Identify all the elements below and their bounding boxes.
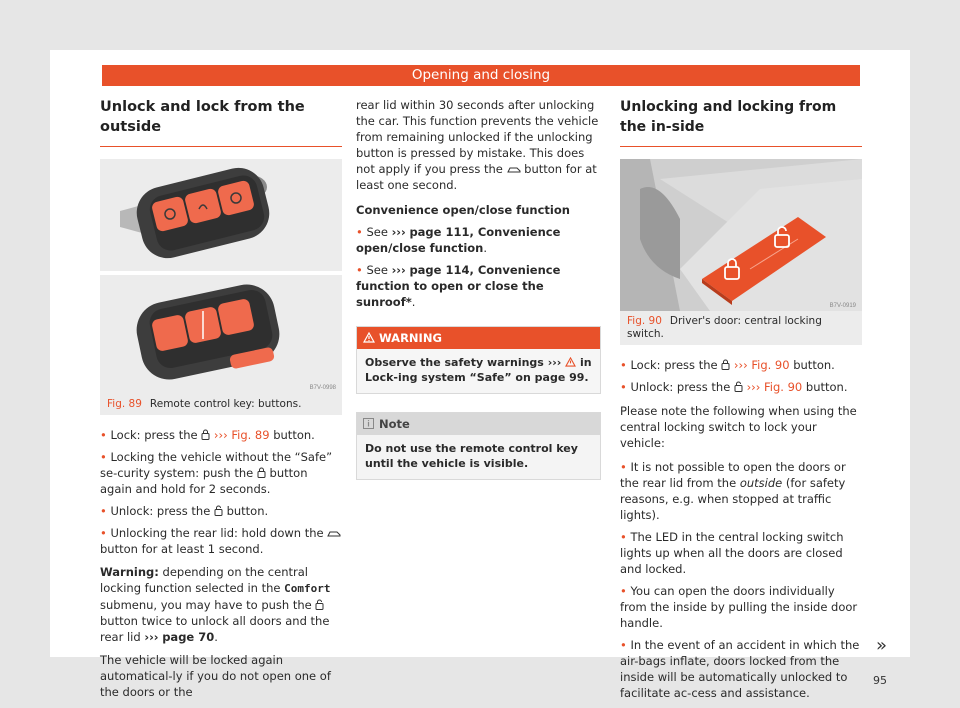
note-title: Note (379, 417, 410, 431)
paragraph: rear lid within 30 seconds after unlocking the car. This function prevents the vehicle from remaining unlocked if the unlocking button is pressed by mistake. This does not apply if you press the button for at least one second. (356, 98, 599, 192)
fig-90-link[interactable]: Fig. 90 (764, 380, 803, 394)
warning-header (357, 327, 600, 349)
warning-body: Observe the safety warnings ››› in Lock-ing system “Safe” on page 99. (357, 349, 600, 393)
remote-key-illustration (100, 159, 342, 394)
fig-90-link[interactable]: Fig. 90 (751, 358, 790, 372)
column-left (100, 94, 342, 700)
lock-icon (257, 467, 266, 478)
note-icon (363, 418, 374, 429)
figure-caption-text: Remote control key: buttons. (149, 398, 302, 410)
manual-page (50, 50, 910, 700)
figure-label: Fig. 90 (627, 315, 662, 327)
page-number: 95 (873, 674, 887, 687)
unlock-icon (315, 599, 324, 610)
warning-triangle-icon (363, 332, 375, 343)
list-item: • Unlock: press the ››› Fig. 90 button. (620, 380, 848, 394)
figure-90 (620, 159, 862, 345)
warning-title: WARNING (379, 331, 442, 345)
list-item: • In the event of an accident in which the air-bags inflate, doors locked from the inside will be automatically unlocked to facilitate ac-cess and assistance. (620, 638, 860, 700)
list-item: • See ››› page 114, Convenience function to open or close the sunroof*. (356, 263, 561, 309)
door-switch-illustration (620, 159, 862, 311)
figure-caption-text: Driver's door: central locking switch. (627, 315, 822, 340)
car-icon (507, 166, 521, 174)
figure-caption (620, 311, 862, 345)
list-item: • Lock: press the ››› Fig. 90 button. (620, 358, 835, 372)
page-114-link[interactable]: page 114, Convenience function to open or close the sunroof* (356, 263, 561, 309)
list-item: • Unlock: press the button. (100, 504, 269, 518)
list-item: • It is not possible to open the doors or the rear lid from the outside (for safety reasons, e.g. when stopped at traffic lights). (620, 460, 846, 522)
note-body: Do not use the remote control key until the vehicle is visible. (357, 435, 600, 479)
chapter-header: Opening and closing (102, 65, 860, 86)
warning-triangle-icon (565, 357, 576, 367)
page-111-link[interactable]: page 111, Convenience open/close function (356, 225, 561, 255)
lock-icon (201, 429, 210, 440)
figure-code: B7V-0998 (309, 385, 336, 391)
list-item: • Locking the vehicle without the “Safe” se-curity system: push the button again and hold for 2 seconds. (100, 450, 333, 496)
continue-mark: » (876, 635, 888, 656)
page-70-link[interactable]: page 70 (162, 630, 215, 644)
list-item: • Unlocking the rear lid: hold down the button for at least 1 second. (100, 525, 342, 557)
paragraph: Please note the following when using the central locking switch to lock your vehicle: (620, 404, 857, 450)
fig-89-link[interactable]: Fig. 89 (231, 428, 270, 442)
unlock-icon (214, 505, 223, 516)
note-box (356, 412, 601, 480)
warning-box (356, 326, 601, 394)
list-item: • See ››› page 111, Convenience open/close function. (356, 225, 561, 255)
figure-caption (100, 394, 342, 415)
note-header (357, 413, 600, 435)
figure-89 (100, 159, 342, 415)
lock-icon (721, 359, 730, 370)
section-title-inside: Unlocking and locking from the in-side (620, 94, 862, 147)
list-item: • You can open the doors individually from the inside by pulling the inside door handle. (620, 584, 858, 630)
warning-paragraph: Warning: depending on the central locking function selected in the Comfort submenu, you may have to push the button twice to unlock all doors and the rear lid ››› page 70. (100, 565, 331, 644)
column-right (620, 94, 862, 701)
unlock-icon (734, 381, 743, 392)
figure-code: B7V-0919 (829, 303, 856, 309)
figure-label: Fig. 89 (107, 398, 142, 410)
list-item: • The LED in the central locking switch lights up when all the doors are closed and locked. (620, 530, 844, 576)
column-middle (356, 97, 601, 480)
car-icon (327, 530, 341, 538)
subheading: Convenience open/close function (356, 203, 570, 217)
list-item: • Lock: press the ››› Fig. 89 button. (100, 428, 315, 442)
section-title-outside: Unlock and lock from the outside (100, 94, 342, 147)
paragraph: The vehicle will be locked again automatical-ly if you do not open one of the doors or the (100, 653, 331, 699)
